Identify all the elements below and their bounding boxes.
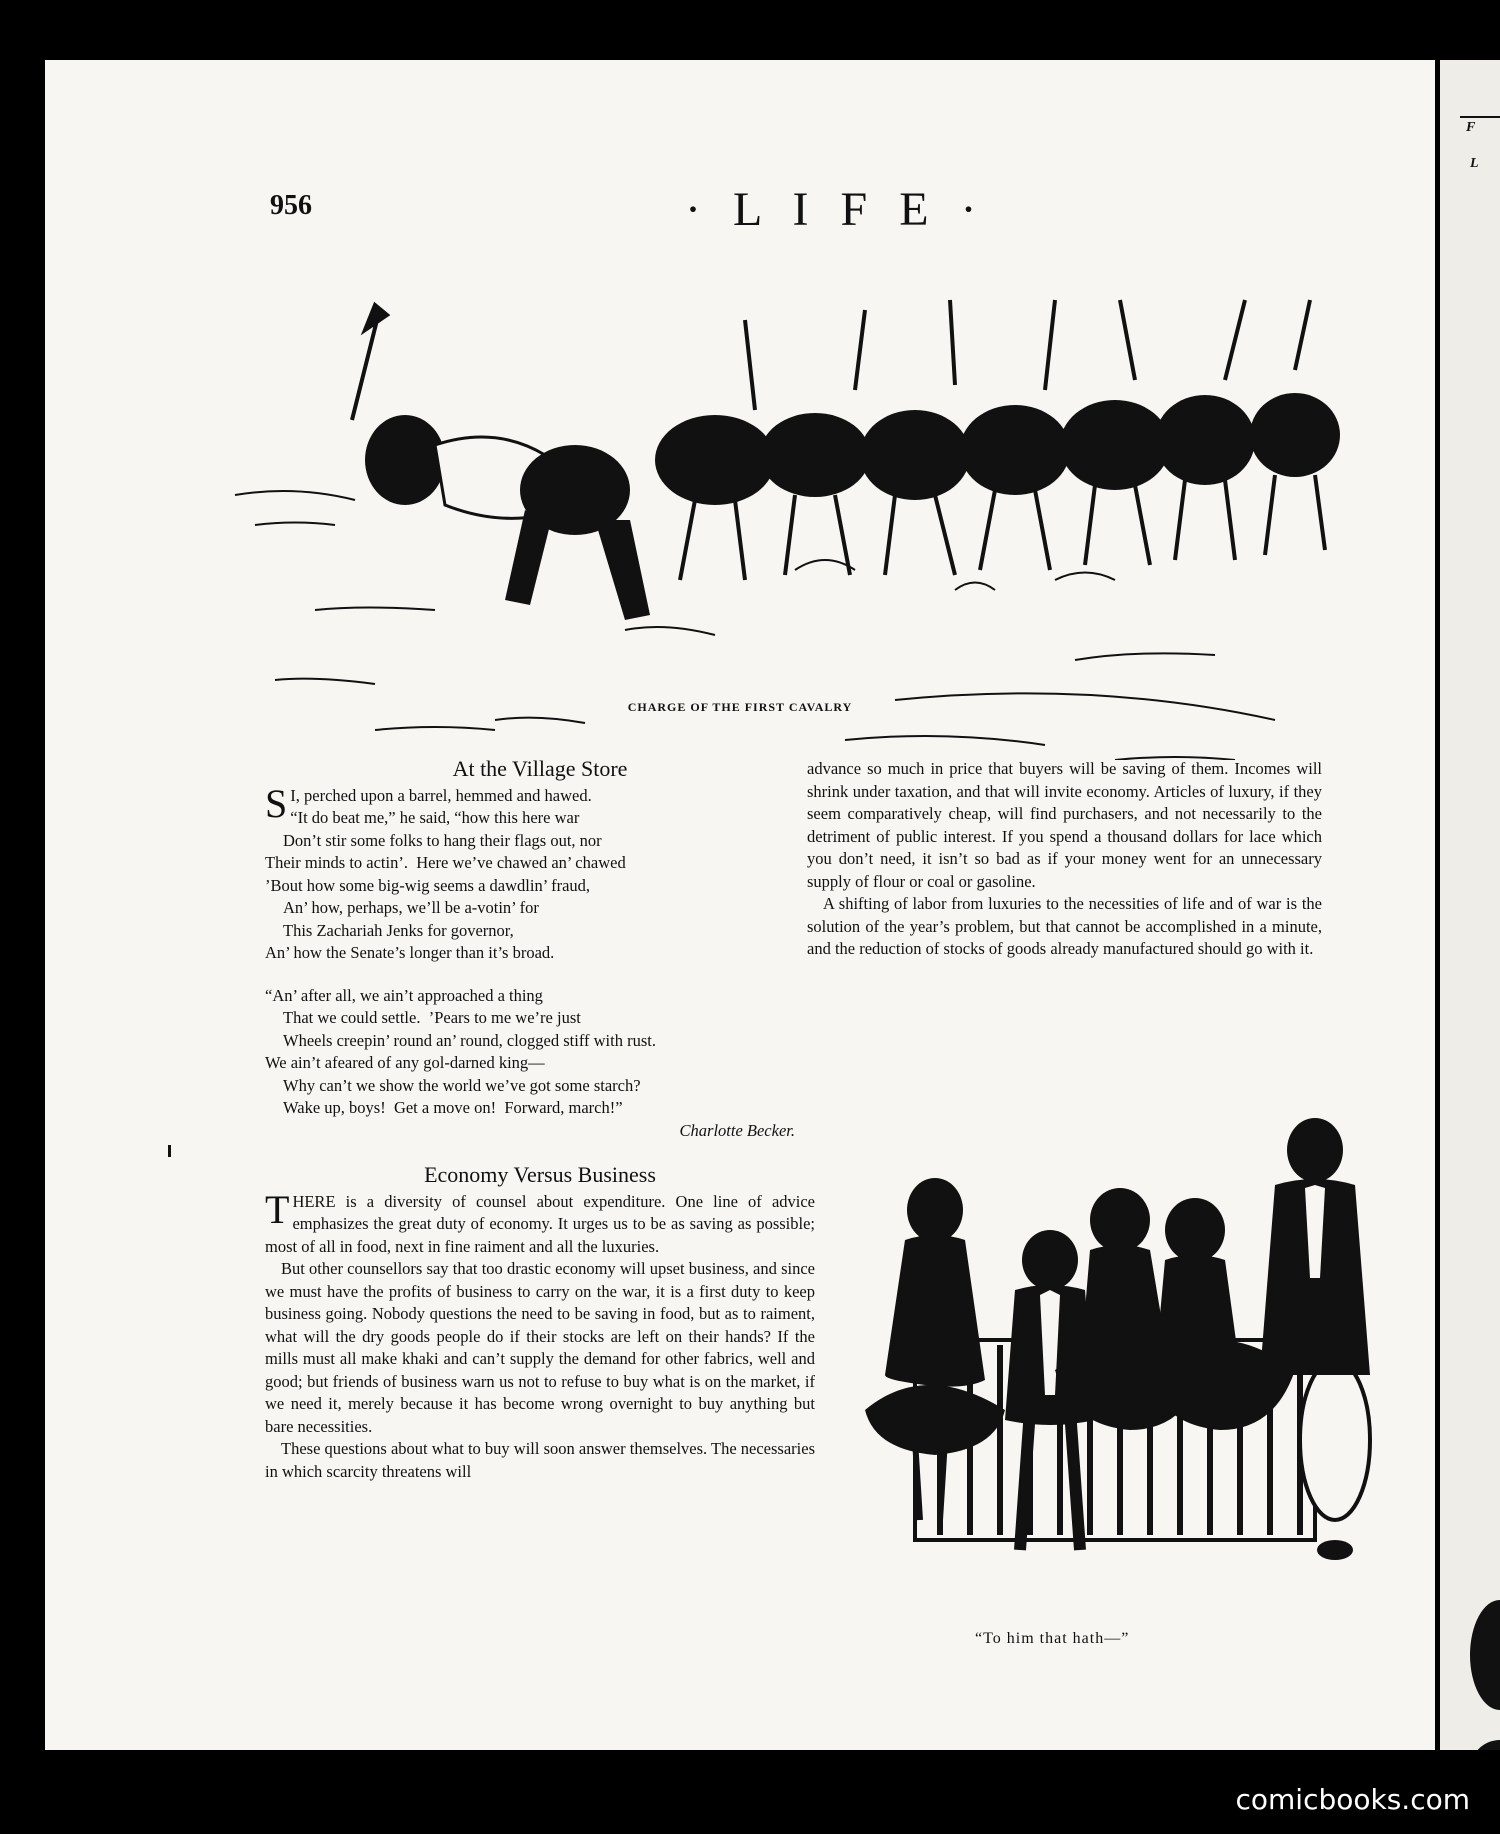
poem-line: “An’ after all, we ain’t approached a thing [265,985,543,1005]
cartoon-caption: CHARGE OF THE FIRST CAVALRY [627,700,853,714]
article-paragraph: But other counsellors say that too drastic economy will upset business, and since we must have the profits of business to carry on the war, it is a first duty to keep business going. Nobody questions the need to be saving in food, but as to raiment, what will the dry goods people do if their stocks are left on their hands? If the mills must all make khaki and can’t supply the demand for other fabrics, well and good; but friends of business warn us not to refuse to buy what is on the market, if we need it, merely because it has become wrong overnight to buy anything but bare necessities. [265,1259,815,1436]
masthead: · L I F E · [685,183,987,236]
divider [1460,116,1500,118]
poem-line: ’Bout how some big-wig seems a dawdlin’ fraud, [265,875,591,895]
cavalry-cartoon [195,260,1375,760]
poem-line: That we could settle. ’Pears to me we’re just [283,1008,581,1027]
text-fragment: F [1466,120,1476,135]
poem-line: An’ how, perhaps, we’ll be a-votin’ for [283,898,539,917]
poem-line: Why can’t we show the world we’ve got some starch? [283,1075,641,1095]
magazine-page [45,60,1435,1750]
stanza-1 [265,780,815,965]
margin-mark [168,1145,171,1157]
poem-line: An’ how the Senate’s longer than it’s broad. [265,943,555,962]
poem-author: Charlotte Becker. [679,1120,795,1140]
poem-line: This Zachariah Jenks for governor, [283,920,514,940]
article-paragraph: A shifting of labor from luxuries to the necessities of life and of war is the solution of the year’s problem, but that cannot be accomplished in a minute, and the reduction of stocks of goods already manufactured should go with it. [807,894,1322,958]
watermark: comicbooks.com [1235,1783,1470,1816]
left-column [265,758,815,1483]
poem-line: “It do beat me,” he said, “how this here war [290,808,580,827]
article-body [265,1186,815,1484]
poem-line: Wake up, boys! Get a move on! Forward, march!” [283,1098,623,1117]
poem-line: Don’t stir some folks to hang their flags out, nor [283,830,602,850]
page-number: 956 [270,190,312,221]
partial-illustration [1470,1600,1500,1710]
article-paragraph: advance so much in price that buyers will be saving of them. Incomes will shrink under taxation, and that will invite economy. Articles of luxury, if they seem comparatively cheap, will find purchasers, and not necessarily to the detriment of public interest. If you spend a thousand dollars for lace which you don’t need, it isn’t so bad as if your money went for an unnecessary supply of flour or coal or gasoline. [807,759,1322,891]
poem-line: Wheels creepin’ round an’ round, clogged stiff with rust. [283,1030,656,1050]
partial-illustration [1470,1740,1500,1750]
article-paragraph: These questions about what to buy will soon answer themselves. The necessaries in which scarcity threatens will [265,1439,815,1481]
adjacent-page-edge [1440,60,1500,1750]
poem [265,780,815,1143]
right-column [807,758,1322,961]
silhouette-caption: “To him that hath—” [975,1630,1130,1647]
poem-line: We ain’t afeared of any gol-darned king— [265,1053,545,1072]
poem-title: At the Village Store [452,756,628,781]
article-title: Economy Versus Business [424,1162,656,1187]
text-fragment: L [1470,156,1479,171]
silhouette-illustration [845,1110,1405,1570]
article-paragraph: THERE is a diversity of counsel about expenditure. One line of advice emphasizes the great duty of economy. It urges us to be as saving as possible; most of all in food, next in fine raiment and all the luxuries. [265,1186,815,1256]
poem-line: Their minds to actin’. Here we’ve chawed an’ chawed [265,853,626,872]
article-dropcap: T [265,1186,290,1232]
poem-line: I, perched upon a barrel, hemmed and hawed. [290,785,592,805]
poem-dropcap: S [265,780,288,826]
stanza-2 [265,985,815,1143]
